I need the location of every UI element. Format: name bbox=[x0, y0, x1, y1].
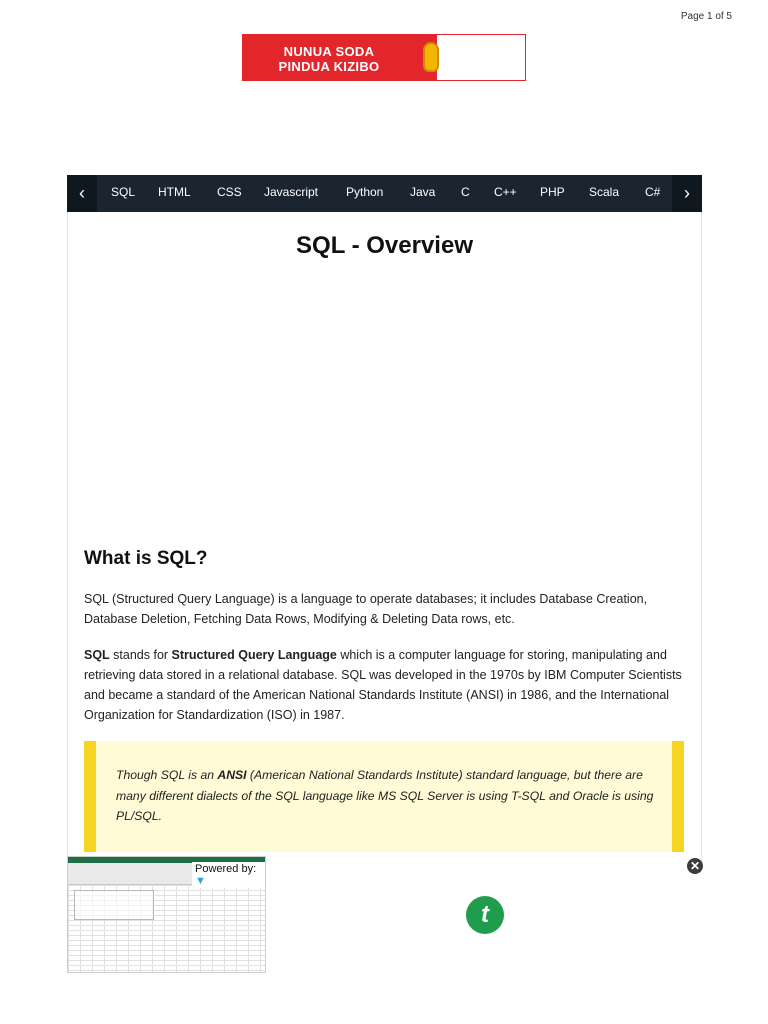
term-ansi: ANSI bbox=[217, 768, 247, 782]
definition-paragraph bbox=[84, 645, 684, 725]
nav-item-scala[interactable]: Scala bbox=[589, 185, 620, 199]
banner-text bbox=[243, 44, 415, 74]
publisher-logo-icon[interactable] bbox=[466, 896, 504, 934]
spreadsheet-table bbox=[74, 890, 154, 920]
section-heading: What is SQL? bbox=[84, 548, 208, 569]
nav-item-javascript[interactable]: Javascript bbox=[264, 185, 319, 199]
advertisement-banner[interactable] bbox=[242, 34, 526, 81]
definition-text-1: stands for bbox=[109, 648, 172, 662]
chevron-right-icon[interactable]: › bbox=[672, 175, 702, 212]
nav-item-html[interactable]: HTML bbox=[158, 185, 191, 199]
nav-item-java[interactable]: Java bbox=[410, 185, 436, 199]
nav-item-csharp[interactable]: C# bbox=[645, 185, 661, 199]
definition-text-2: which is a computer language for storing, manipulating and retrieving data stored in a relational database. SQL was developed in the 1970s by IBM Computer Scientists and became a standard of the American National Standards Institute (ANSI) in 1986, and the International Organization for Standardization (ISO) in 1987. bbox=[84, 648, 682, 722]
powered-by-logo-icon: ▼ bbox=[195, 875, 206, 887]
close-icon: ✕ bbox=[689, 859, 701, 873]
banner-red-panel bbox=[243, 35, 437, 80]
mascot-icon bbox=[423, 42, 439, 72]
spreadsheet-ad-thumbnail[interactable] bbox=[67, 856, 266, 973]
powered-by-label bbox=[192, 862, 265, 888]
nav-item-cpp[interactable]: C++ bbox=[494, 185, 517, 199]
intro-paragraph: SQL (Structured Query Language) is a language to operate databases; it includes Database Creation, Database Deletion, Fetching Data Rows, Modifying & Deleting Data rows, etc. bbox=[84, 592, 648, 626]
nav-item-c[interactable]: C bbox=[461, 185, 470, 199]
close-ad-button[interactable] bbox=[687, 858, 703, 874]
banner-line-2: PINDUA KIZIBO bbox=[278, 59, 380, 74]
language-nav-bar bbox=[67, 175, 702, 212]
note-text-1: Though SQL is an bbox=[116, 768, 218, 782]
note-box bbox=[84, 741, 684, 852]
term-structured-query-language: Structured Query Language bbox=[171, 648, 337, 662]
nav-item-python[interactable]: Python bbox=[346, 185, 384, 199]
banner-line-1: NUNUA SODA bbox=[283, 44, 375, 59]
chevron-left-icon[interactable]: ‹ bbox=[67, 175, 97, 212]
term-sql: SQL bbox=[84, 648, 110, 662]
nav-item-php[interactable]: PHP bbox=[540, 185, 565, 199]
note-text-2: (American National Standards Institute) standard language, but there are many different dialects of the SQL language like MS SQL Server is using T-SQL and Oracle is using PL/SQL. bbox=[116, 768, 654, 823]
page-title: SQL - Overview bbox=[296, 232, 473, 259]
page-indicator: Page 1 of 5 bbox=[680, 11, 732, 22]
note-text bbox=[116, 765, 661, 827]
powered-by-text: Powered by: bbox=[195, 863, 257, 875]
nav-item-sql[interactable]: SQL bbox=[111, 185, 136, 199]
logo-glyph: t bbox=[481, 901, 489, 928]
nav-item-css[interactable]: CSS bbox=[217, 185, 242, 199]
